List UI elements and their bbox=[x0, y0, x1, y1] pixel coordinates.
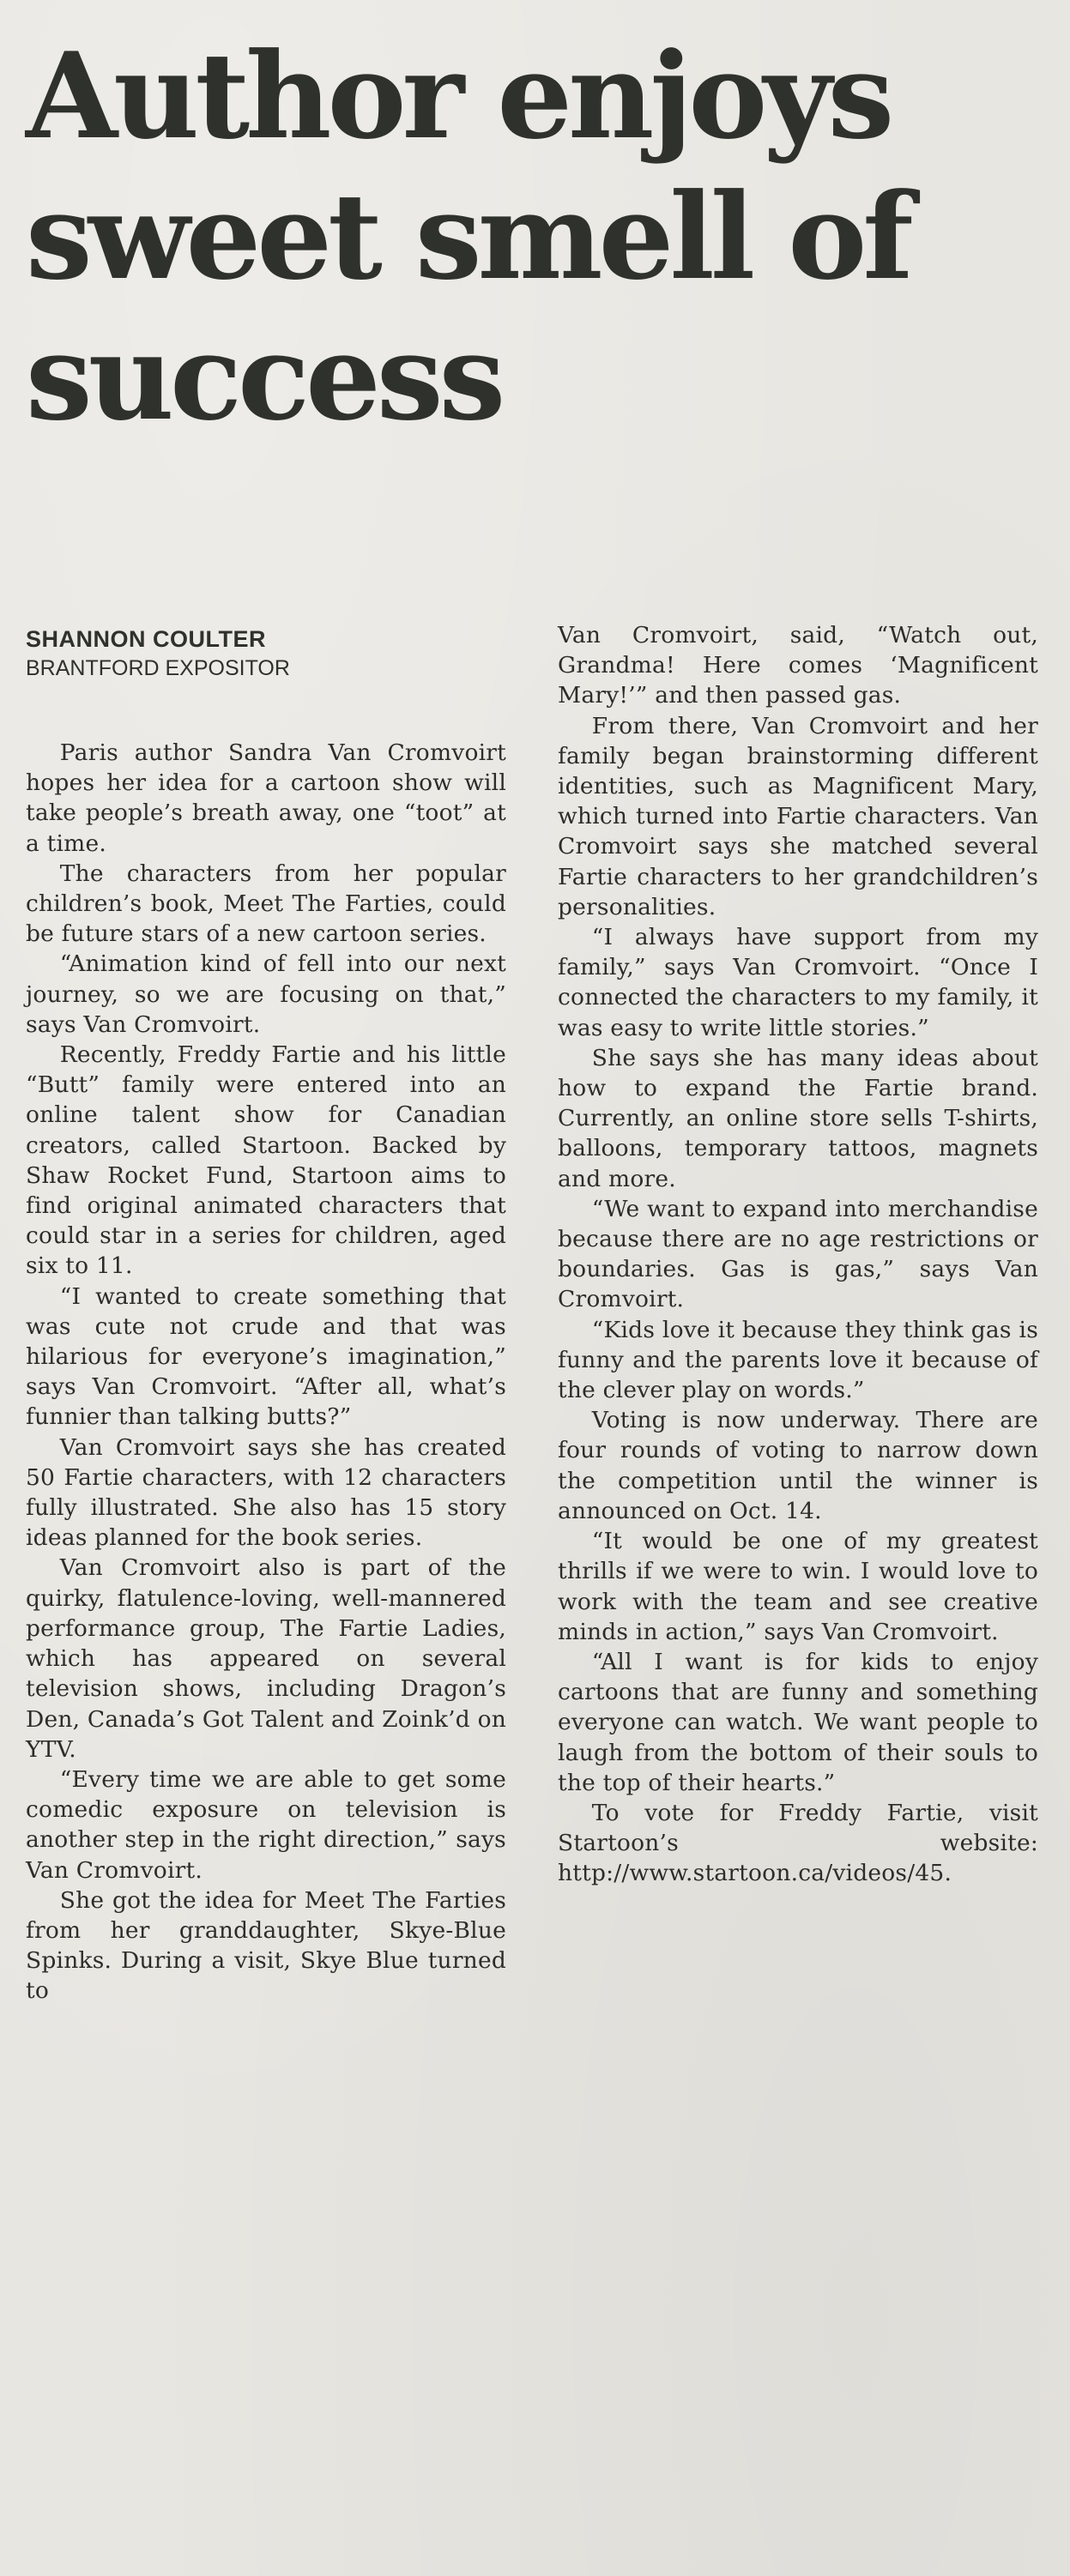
paragraph: She says she has many ideas about how to expand the Fartie brand. Currently, an online store sells T-shirts, balloons, temporary tattoos, magnets and more. bbox=[558, 1044, 1038, 1192]
paragraph: From there, Van Cromvoirt and her family began brainstorming different identities, such as Magnificent Mary, which turned into Fartie characters. Van Cromvoirt says she matched several Fartie characters to her grandchildren’s personalities. bbox=[558, 712, 1038, 920]
paragraph: “Every time we are able to get some comedic exposure on television is another step in the right direction,” says Van Cromvoirt. bbox=[26, 1765, 506, 1884]
paragraph: Paris author Sandra Van Cromvoirt hopes her idea for a cartoon show will take people’s breath away, one “toot” at a time. bbox=[26, 739, 506, 857]
article-column-right bbox=[558, 620, 1038, 1889]
paragraph: “Animation kind of fell into our next journey, so we are focusing on that,” says Van Cromvoirt. bbox=[26, 950, 506, 1038]
paragraph: Van Cromvoirt also is part of the quirky, flatulence-loving, well-mannered performance group, The Fartie Ladies, which has appeared on several television shows, including Dragon’s Den, Canada’s Got Talent and Zoink’d on YTV. bbox=[26, 1554, 506, 1763]
paragraph: “All I want is for kids to enjoy cartoons that are funny and something everyone can watch. We want people to laugh from the bottom of their souls to the top of their hearts.” bbox=[558, 1648, 1038, 1796]
paragraph: Van Cromvoirt says she has created 50 Fartie characters, with 12 characters fully illustrated. She also has 15 story ideas planned for the book series. bbox=[26, 1433, 506, 1552]
byline bbox=[26, 624, 506, 683]
paragraph: “It would be one of my greatest thrills if we were to win. I would love to work with the team and see creative minds in action,” says Van Cromvoirt. bbox=[558, 1528, 1038, 1645]
paragraph: To vote for Freddy Fartie, visit Startoon’s website: http://www.startoon.ca/videos/45. bbox=[558, 1799, 1038, 1887]
paragraph: She got the idea for Meet The Farties from her granddaughter, Skye-Blue Spinks. During a visit, Skye Blue turned to bbox=[26, 1886, 506, 2005]
author-name: SHANNON COULTER bbox=[26, 626, 266, 652]
publication-name: BRANTFORD EXPOSITOR bbox=[26, 656, 290, 680]
paragraph: “We want to expand into merchandise because there are no age restrictions or boundaries. Gas is gas,” says Van Cromvoirt. bbox=[558, 1195, 1038, 1313]
paragraph: “I wanted to create something that was cute not crude and that was hilarious for everyone’s imagination,” says Van Cromvoirt. “After all, what’s funnier than talking butts?” bbox=[26, 1282, 506, 1431]
paragraph-continuation: Van Cromvoirt, said, “Watch out, Grandma! Here comes ‘Magnificent Mary!’” and then passed gas. bbox=[558, 622, 1038, 709]
paragraph: “Kids love it because they think gas is funny and the parents love it because of the clever play on words.” bbox=[558, 1316, 1038, 1404]
headline: Author enjoys sweet smell of success bbox=[26, 26, 910, 447]
paragraph: Recently, Freddy Fartie and his little “Butt” family were entered into an online talent show for Canadian creators, called Startoon. Backed by Shaw Rocket Fund, Startoon aims to find original animated characters that could star in a series for children, aged six to 11. bbox=[26, 1041, 506, 1280]
paragraph: The characters from her popular children’s book, Meet The Farties, could be future stars of a new cartoon series. bbox=[26, 860, 506, 948]
paragraph: “I always have support from my family,” says Van Cromvoirt. “Once I connected the characters to my family, it was easy to write little stories.” bbox=[558, 924, 1038, 1041]
paragraph: Voting is now underway. There are four rounds of voting to narrow down the competition until the winner is announced on Oct. 14. bbox=[558, 1407, 1038, 1524]
article-column-left bbox=[26, 738, 506, 2006]
